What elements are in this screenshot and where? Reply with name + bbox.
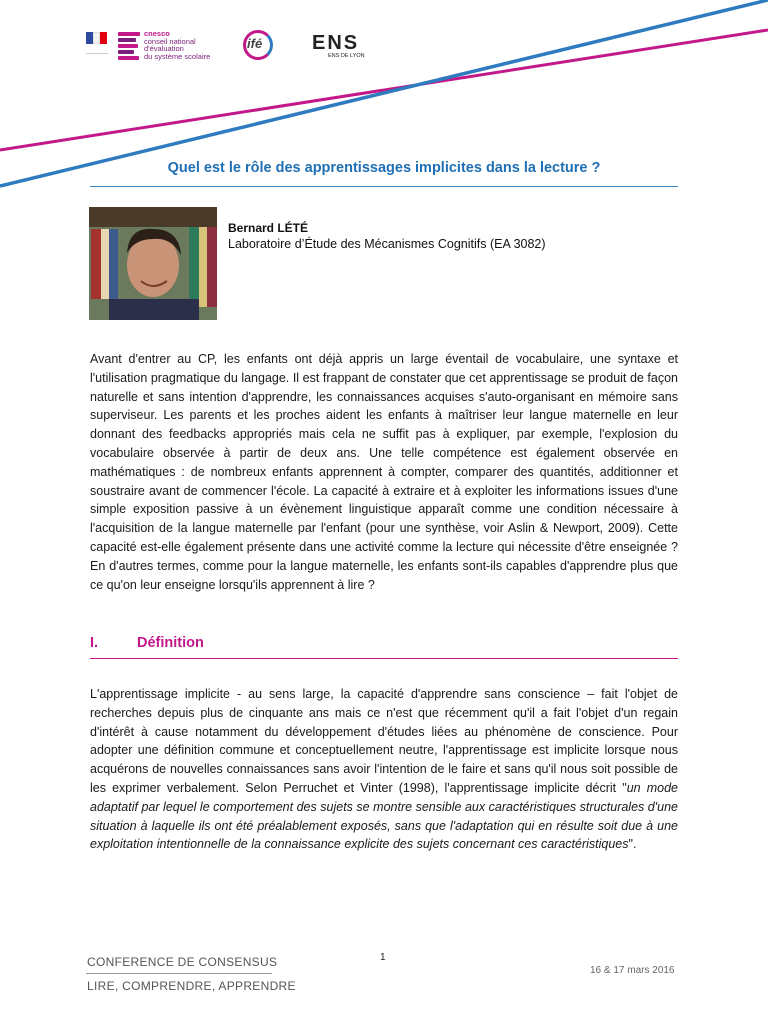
header-blue-line bbox=[0, 0, 768, 186]
cnesco-logo-text: conseil national bbox=[144, 36, 196, 46]
footer-date: 16 & 17 mars 2016 bbox=[590, 965, 675, 976]
document-title: Quel est le rôle des apprentissages implicites dans la lecture ? bbox=[167, 160, 601, 176]
definition-text-end: ". bbox=[628, 837, 637, 852]
footer-divider bbox=[86, 973, 272, 974]
section-title: Définition bbox=[137, 635, 204, 651]
definition-paragraph bbox=[90, 685, 678, 854]
definition-text: L'apprentissage implicite - au sens large, la capacité d'apprendre sans conscience – fait l'objet de recherches depuis plus de cinquante ans mais ce n'est que récemment qu'il a fait l'objet d'un regain d'intérêt à cause notamment du développement d'études liées au phénomène de conscience. Pour adopter une définition commune et conceptuellement neutre, l'apprentissage est implicite lorsque nous acquérons de nouvelles connaissances sans avoir l'intention de le faire et sans qu'il nous soit possible de les exprimer verbalement. Selon Perruchet et Vinter (1998), l'apprentissage implicite décrit " bbox=[90, 687, 678, 795]
cnesco-logo-text: d'évaluation bbox=[144, 44, 184, 54]
author-photo bbox=[89, 207, 217, 320]
footer-conference-title: CONFERENCE DE CONSENSUS bbox=[87, 955, 278, 969]
author-name: Bernard LÉTÉ bbox=[228, 221, 309, 235]
section-number: I. bbox=[90, 635, 99, 651]
page-number: 1 bbox=[380, 952, 386, 963]
marianne-logo bbox=[86, 32, 108, 62]
cnesco-logo-text: cnesco bbox=[144, 29, 170, 38]
ife-logo-text: ifé bbox=[247, 36, 263, 51]
ens-logo bbox=[312, 34, 392, 64]
cnesco-logo bbox=[118, 30, 228, 64]
section-divider bbox=[90, 658, 678, 659]
author-affiliation: Laboratoire d’Étude des Mécanismes Cognitifs (EA 3082) bbox=[228, 237, 546, 251]
ens-logo-subtext: ENS DE LYON bbox=[328, 53, 365, 59]
title-divider bbox=[90, 186, 678, 187]
intro-paragraph: Avant d'entrer au CP, les enfants ont déjà appris un large éventail de vocabulaire, une syntaxe et l'utilisation pragmatique du langage. Il est frappant de constater que cet apprentissage se produit de façon naturelle et sans intention d'apprendre, les connaissances acquises s'auto-organisant en mémoire sans superviseur. Les parents et les proches aident les enfants à maîtriser leur langue maternelle en leur donnant des feedbacks appropriés mais cela ne suffit pas à expliquer, par exemple, l'explosion du vocabulaire observée à partir de deux ans. Une telle compétence est également observée en mathématiques : de nombreux enfants apprennent à compter, comparer des quantités, additionner et soustraire avant de commencer l'école. La capacité à extraire et à exploiter les informations issues d'une simple exposition passive à un évènement linguistique apparaît comme une condition nécessaire à l'acquisition de la langue maternelle par l'enfant (pour une synthèse, voir Aslin & Newport, 2009). Cette capacité est-elle également présente dans une activité comme la lecture qui nécessite d'être enseignée ? En d'autres termes, comme pour la langue maternelle, les enfants sont-ils capables d'apprendre plus que ce qu'on leur enseigne lorsqu'ils apprennent à lire ? bbox=[90, 352, 678, 592]
cnesco-logo-text: du système scolaire bbox=[144, 51, 211, 61]
definition-quote: un mode adaptatif par lequel le comportement des sujets se montre sensible aux caractéristiques structurales d'une situation à laquelle ils ont été préalablement exposés, sans que l'adaptation qui en résulte soit due à une exploitation intentionnelle de la connaissance explicite des sujets concernant ces caractéristiques bbox=[90, 780, 678, 852]
footer-conference-subtitle: LIRE, COMPRENDRE, APPRENDRE bbox=[87, 979, 296, 993]
ife-logo bbox=[243, 30, 303, 64]
ens-logo-mark: ENS bbox=[312, 32, 360, 54]
cnesco-bars-icon bbox=[118, 32, 140, 62]
